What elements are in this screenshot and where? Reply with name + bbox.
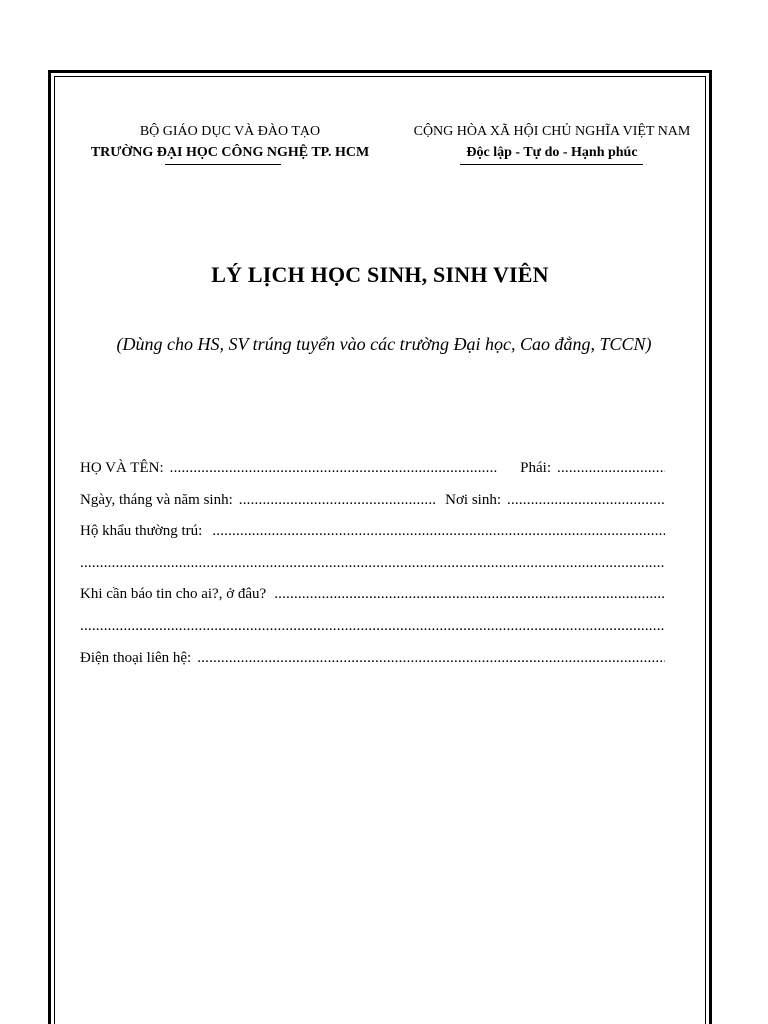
full-name-field[interactable] — [170, 458, 499, 478]
page-border — [48, 70, 712, 1024]
header-right — [392, 121, 712, 163]
document-subtitle: (Dùng cho HS, SV trúng tuyển vào các trường Đại học, Cao đẳng, TCCN) — [116, 334, 652, 354]
phone-field[interactable] — [197, 648, 665, 668]
form-row-phone — [80, 648, 665, 668]
header-left-underline — [165, 164, 281, 165]
birth-date-field[interactable] — [239, 490, 435, 510]
gender-label: Phái: — [520, 460, 551, 476]
contact-notify-field[interactable] — [274, 584, 665, 604]
contact-notify-label: Khi cần báo tin cho ai?, ở đâu? — [80, 586, 267, 602]
header-left — [70, 121, 390, 163]
page-border-inner — [54, 76, 706, 1024]
country-name: CỘNG HÒA XÃ HỘI CHỦ NGHĨA VIỆT NAM — [413, 124, 691, 139]
university-name: TRƯỜNG ĐẠI HỌC CÔNG NGHỆ TP. HCM — [90, 145, 370, 160]
gender-field[interactable] — [557, 458, 665, 478]
birth-place-label: Nơi sinh: — [445, 492, 501, 508]
document-title: LÝ LỊCH HỌC SINH, SINH VIÊN — [211, 262, 549, 287]
residence-field-continued[interactable] — [80, 553, 665, 573]
contact-notify-field-continued[interactable] — [80, 616, 665, 636]
form-row-notify — [80, 584, 665, 604]
birth-place-field[interactable] — [507, 490, 665, 510]
form-row-birth — [80, 490, 665, 510]
phone-label: Điện thoại liên hệ: — [80, 650, 192, 666]
residence-label: Hộ khẩu thường trú: — [80, 523, 203, 539]
form-row-residence-continued — [80, 553, 665, 573]
full-name-label: HỌ VÀ TÊN: — [80, 460, 164, 476]
birth-date-label: Ngày, tháng và năm sinh: — [80, 492, 233, 508]
form-row-name — [80, 458, 665, 478]
header-right-underline — [460, 164, 643, 165]
form-row-notify-continued — [80, 616, 665, 636]
national-motto: Độc lập - Tự do - Hạnh phúc — [466, 145, 638, 160]
form-row-residence — [80, 521, 665, 541]
residence-field[interactable] — [212, 521, 665, 541]
ministry-name: BỘ GIÁO DỤC VÀ ĐÀO TẠO — [139, 124, 321, 139]
